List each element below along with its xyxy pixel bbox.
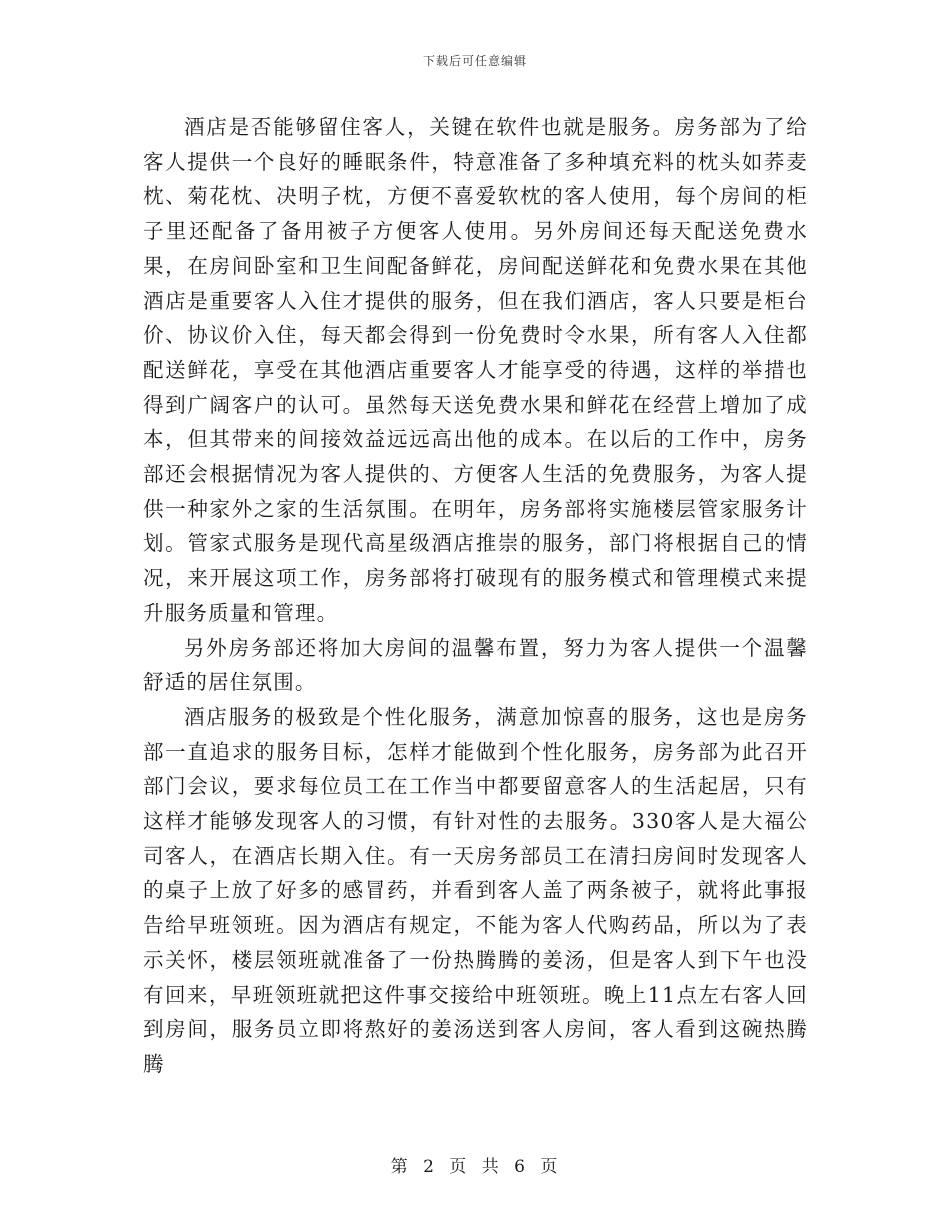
document-body: [143, 110, 808, 1082]
paragraph: 酒店服务的极致是个性化服务，满意加惊喜的服务，这也是房务部一直追求的服务目标，怎样才能做到个性化服务，房务部为此召开部门会议，要求每位员工在工作当中都要留意客人的生活起居，只有这样才能够发现客人的习惯，有针对性的去服务。330客人是大福公司客人，在酒店长期入住。有一天房务部员工在清扫房间时发现客人的桌子上放了好多的感冒药，并看到客人盖了两条被子，就将此事报告给早班领班。因为酒店有规定，不能为客人代购药品，所以为了表示关怀，楼层领班就准备了一份热腾腾的姜汤，但是客人到下午也没有回来，早班领班就把这件事交接给中班领班。晚上11点左右客人回到房间，服务员立即将熬好的姜汤送到客人房间，客人看到这碗热腾腾: [143, 704, 808, 1076]
page-header: 下载后可任意编辑: [422, 54, 527, 68]
paragraph: 另外房务部还将加大房间的温馨布置，努力为客人提供一个温馨舒适的居住氛围。: [143, 635, 808, 695]
page-number: 第 2 页 共 6 页: [390, 1157, 560, 1177]
paragraph: 酒店是否能够留住客人，关键在软件也就是服务。房务部为了给客人提供一个良好的睡眠条件，特意准备了多种填充料的枕头如荞麦枕、菊花枕、决明子枕，方便不喜爱软枕的客人使用，每个房间的柜子里还配备了备用被子方便客人使用。另外房间还每天配送免费水果，在房间卧室和卫生间配备鲜花，房间配送鲜花和免费水果在其他酒店是重要客人入住才提供的服务，但在我们酒店，客人只要是柜台价、协议价入住，每天都会得到一份免费时令水果，所有客人入住都配送鲜花，享受在其他酒店重要客人才能享受的待遇，这样的举措也得到广阔客户的认可。虽然每天送免费水果和鲜花在经营上增加了成本，但其带来的间接效益远远高出他的成本。在以后的工作中，房务部还会根据情况为客人提供的、方便客人生活的免费服务，为客人提供一种家外之家的生活氛围。在明年，房务部将实施楼层管家服务计划。管家式服务是现代高星级酒店推崇的服务，部门将根据自己的情况，来开展这项工作，房务部将打破现有的服务模式和管理模式来提升服务质量和管理。: [143, 115, 808, 625]
